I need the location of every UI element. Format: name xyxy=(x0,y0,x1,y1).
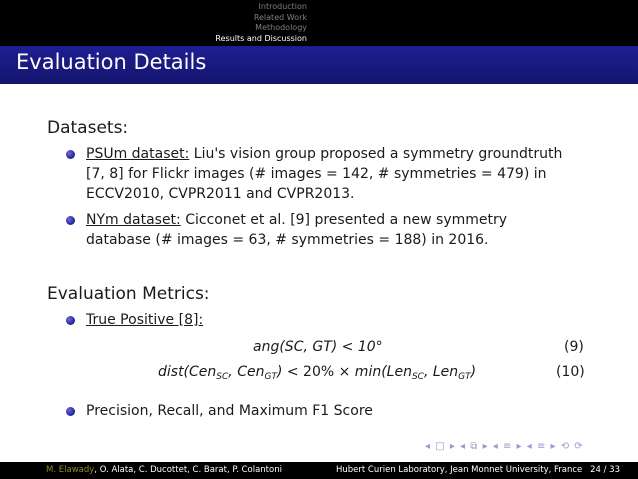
nav-item-results[interactable]: Results and Discussion xyxy=(215,33,307,43)
footer-authors xyxy=(0,462,328,479)
true-positive-item xyxy=(86,310,606,330)
psum-label: PSUm dataset: xyxy=(86,146,190,162)
beamer-navigation xyxy=(425,441,584,452)
nym-text-2: database (# images = 63, # symmetries = 188) in 2016. xyxy=(86,232,489,248)
psum-text-3: ECCV2010, CVPR2011 and CVPR2013. xyxy=(86,186,355,202)
nav-prev-frame-icon[interactable]: ◂ □ ▸ xyxy=(425,441,456,452)
footer-affiliation: Hubert Curien Laboratory, Jean Monnet University, France xyxy=(336,465,583,475)
nym-text-1: Cicconet et al. [9] presented a new symmetry xyxy=(185,212,508,228)
metrics-heading: Evaluation Metrics: xyxy=(47,284,210,304)
equation-9: ang(SC, GT) < 10° xyxy=(253,339,383,355)
title-bar xyxy=(0,46,638,84)
nav-prev-section-icon[interactable]: ◂ ≡ ▸ xyxy=(492,441,523,452)
nav-search-icon[interactable]: ⟲ ⟳ xyxy=(560,441,584,452)
bullet-icon xyxy=(66,407,75,416)
true-positive-label: True Positive [8]: xyxy=(86,312,204,328)
nav-item-introduction[interactable]: Introduction xyxy=(258,2,307,11)
psum-dataset-item xyxy=(86,144,606,204)
footer-page-number: 24 / 33 xyxy=(590,465,620,475)
footer-author-highlight: M. Elawady xyxy=(46,465,95,475)
nym-dataset-item xyxy=(86,210,606,250)
nav-prev-doc-icon[interactable]: ◂ ≡ ▸ xyxy=(526,441,557,452)
nav-prev-subsection-icon[interactable]: ◂ ⧉ ▸ xyxy=(460,441,489,452)
nav-item-methodology[interactable]: Methodology xyxy=(255,23,307,32)
precision-item: Precision, Recall, and Maximum F1 Score xyxy=(86,403,373,419)
footer-right xyxy=(328,462,638,479)
nav-item-related-work[interactable]: Related Work xyxy=(253,12,307,22)
footer xyxy=(0,462,638,479)
psum-text-1: Liu's vision group proposed a symmetry groundtruth xyxy=(193,146,563,162)
slide-title: Evaluation Details xyxy=(16,50,207,74)
equation-10-number: (10) xyxy=(556,364,585,380)
section-navigation xyxy=(0,2,319,44)
bullet-icon xyxy=(66,150,75,159)
equation-9-number: (9) xyxy=(564,339,584,355)
footer-authors-rest: , O. Alata, C. Ducottet, C. Barat, P. Colantoni xyxy=(94,465,282,475)
psum-text-2: [7, 8] for Flickr images (# images = 142, # symmetries = 479) in xyxy=(86,166,547,182)
equation-10: dist(Cen$_{SC}$, Cen$_{GT}$) < 20% × min(Len$_{SC}$, Len$_{GT}$) xyxy=(158,364,477,382)
nym-label: NYm dataset: xyxy=(86,212,181,228)
datasets-heading: Datasets: xyxy=(47,118,129,138)
bullet-icon xyxy=(66,216,75,225)
bullet-icon xyxy=(66,316,75,325)
